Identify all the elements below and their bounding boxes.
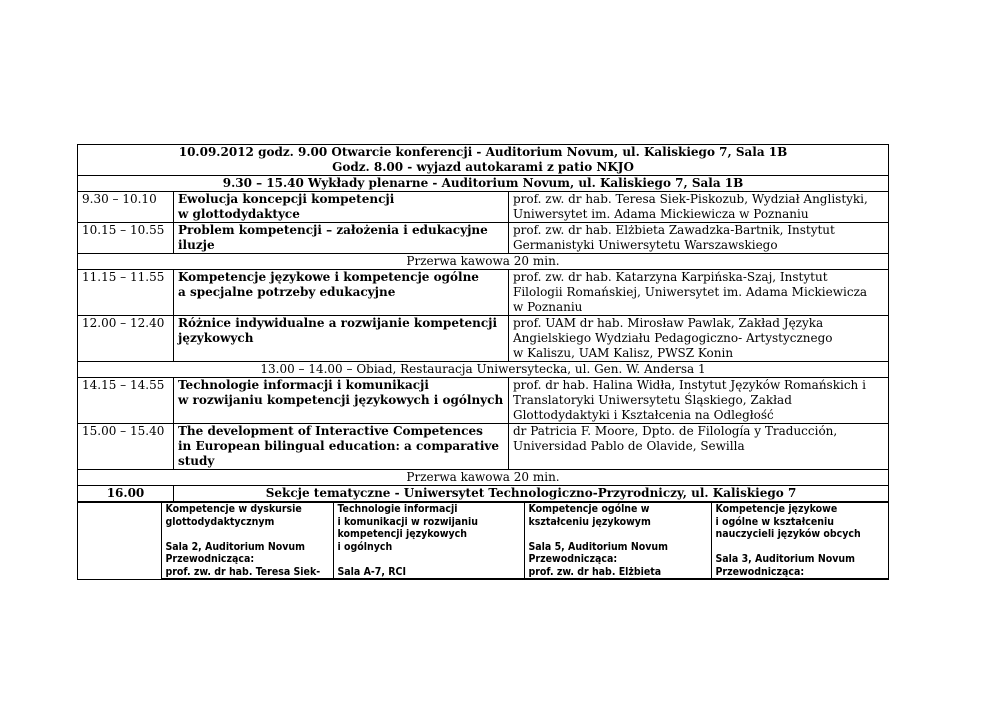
sections-heading-row (78, 486, 889, 502)
lecture-speaker (509, 270, 889, 316)
lecture-speaker-line: Germanistyki Uniwersytetu Warszawskiego (513, 238, 778, 252)
lecture-title (174, 192, 509, 223)
lecture-title-line: Różnice indywidualne a rozwijanie kompetencji (178, 316, 498, 330)
coffee-break: Przerwa kawowa 20 min. (78, 254, 889, 270)
sessions-table (78, 502, 889, 579)
session-line: Kompetencje w dyskursie (165, 503, 302, 515)
lecture-title-line: w glottodydaktyce (178, 207, 300, 221)
lecture-title-line: iluzje (178, 238, 215, 252)
lecture-title-line: językowych (178, 331, 254, 345)
session-line: Sala 2, Auditorium Novum (165, 540, 305, 553)
lecture-row (78, 223, 889, 254)
lecture-row (78, 270, 889, 316)
session-line: Kompetencje językowe (715, 503, 838, 515)
session-line: Przewodnicząca: (528, 553, 618, 565)
lecture-speaker (509, 192, 889, 223)
lecture-row (78, 192, 889, 223)
lecture-title-line: Technologie informacji i komunikacji (178, 378, 429, 392)
session-line (716, 541, 886, 554)
coffee-break: Przerwa kawowa 20 min. (78, 470, 889, 486)
session-column (161, 503, 333, 579)
lunch-break-row (78, 362, 889, 378)
session-column (524, 503, 711, 579)
sections-time: 16.00 (78, 486, 174, 502)
lecture-time: 12.00 – 12.40 (78, 316, 174, 362)
session-line: kształceniu językowym (528, 515, 651, 528)
sessions-spacer-cell (78, 503, 161, 579)
bus-departure-line: Godz. 8.00 - wyjazd autokarami z patio NKJO (332, 160, 634, 174)
lecture-time: 11.15 – 11.55 (78, 270, 174, 316)
lecture-title-line: Problem kompetencji – założenia i edukacyjne (178, 223, 488, 237)
sessions-container (78, 502, 889, 580)
sections-title: Sekcje tematyczne - Uniwersytet Technologiczno-Przyrodniczy, ul. Kaliskiego 7 (174, 486, 889, 502)
lecture-title (174, 223, 509, 254)
header-row-opening (78, 145, 889, 176)
lecture-title (174, 378, 509, 424)
lecture-speaker-line: prof. dr hab. Halina Widła, Instytut Języków Romańskich i (513, 378, 866, 392)
lecture-speaker-line: prof. zw. dr hab. Katarzyna Karpińska-Szaj, Instytut (513, 270, 828, 284)
conference-schedule-table (77, 144, 889, 580)
lecture-time: 14.15 – 14.55 (78, 378, 174, 424)
lecture-speaker (509, 223, 889, 254)
lecture-title (174, 270, 509, 316)
session-line: i ogólne w kształceniu (715, 515, 834, 528)
lecture-speaker-line: Universidad Pablo de Olavide, Sewilla (513, 439, 745, 453)
lecture-title-line: Ewolucja koncepcji kompetencji (178, 192, 395, 206)
lecture-time: 10.15 – 10.55 (78, 223, 174, 254)
session-column (711, 503, 889, 579)
coffee-break-row (78, 470, 889, 486)
session-line: i komunikacji w rozwijaniu (337, 515, 478, 528)
lecture-title-line: Kompetencje językowe i kompetencje ogólne (178, 270, 479, 284)
session-line: prof. zw. dr hab. Elżbieta (528, 565, 662, 578)
opening-line: 10.09.2012 godz. 9.00 Otwarcie konferencji - Auditorium Novum, ul. Kaliskiego 7, Sala 1B (178, 145, 788, 159)
lecture-row (78, 378, 889, 424)
session-line (166, 528, 329, 541)
session-column (333, 503, 524, 579)
lecture-speaker (509, 424, 889, 470)
lecture-speaker (509, 378, 889, 424)
lecture-title-line: in European bilingual education: a comparative (178, 439, 499, 453)
coffee-break-row (78, 254, 889, 270)
lunch-break: 13.00 – 14.00 – Obiad, Restauracja Uniwersytecka, ul. Gen. W. Andersa 1 (78, 362, 889, 378)
session-line: nauczycieli języków obcych (715, 528, 861, 540)
sessions-columns (78, 503, 889, 579)
session-line: Przewodnicząca: (165, 553, 255, 565)
lecture-title (174, 316, 509, 362)
session-line: prof. zw. dr hab. Teresa Siek- (165, 565, 321, 578)
lecture-title-line: w rozwijaniu kompetencji językowych i ogólnych (178, 393, 504, 407)
header-row-plenary (78, 176, 889, 192)
lecture-time: 15.00 – 15.40 (78, 424, 174, 470)
lecture-title (174, 424, 509, 470)
session-line: Technologie informacji (337, 503, 458, 515)
lecture-speaker-line: Translatoryki Uniwersytetu Śląskiego, Zakład (513, 393, 792, 407)
session-line: i ogólnych (337, 540, 393, 553)
session-line: Sala 3, Auditorium Novum (715, 553, 855, 565)
lecture-speaker-line: dr Patricia F. Moore, Dpto. de Filología y Traducción, (513, 424, 838, 438)
session-line (338, 553, 520, 566)
session-line: kompetencji językowych (337, 528, 468, 540)
lecture-title-line: a specjalne potrzeby edukacyjne (178, 285, 396, 299)
session-line: Sala A-7, RCI (337, 565, 406, 578)
lecture-title-line: study (178, 454, 215, 468)
lecture-speaker-line: Glottodydaktyki i Kształcenia na Odległość (513, 408, 774, 422)
session-line (529, 528, 707, 541)
session-line: Sala 5, Auditorium Novum (528, 540, 668, 553)
session-line: Kompetencje ogólne w (528, 503, 650, 515)
lecture-speaker-line: prof. zw. dr hab. Teresa Siek-Piskozub, Wydział Anglistyki, (513, 192, 868, 206)
schedule-page (77, 144, 888, 580)
lecture-row (78, 316, 889, 362)
lecture-title-line: The development of Interactive Competences (178, 424, 483, 438)
lecture-speaker-line: w Poznaniu (513, 300, 583, 314)
lecture-row (78, 424, 889, 470)
plenary-heading: 9.30 – 15.40 Wykłady plenarne - Auditorium Novum, ul. Kaliskiego 7, Sala 1B (78, 176, 889, 192)
lecture-speaker-line: Uniwersytet im. Adama Mickiewicza w Poznaniu (513, 207, 809, 221)
lecture-speaker (509, 316, 889, 362)
lecture-speaker-line: prof. UAM dr hab. Mirosław Pawlak, Zakład Języka (513, 316, 824, 330)
lecture-time: 9.30 – 10.10 (78, 192, 174, 223)
lecture-speaker-line: Filologii Romańskiej, Uniwersytet im. Adama Mickiewicza (513, 285, 868, 299)
session-line: glottodydaktycznym (165, 515, 275, 528)
sessions-row (78, 502, 889, 580)
lecture-speaker-line: prof. zw. dr hab. Elżbieta Zawadzka-Bartnik, Instytut (513, 223, 835, 237)
session-line: Przewodnicząca: (715, 565, 805, 578)
lecture-speaker-line: Angielskiego Wydziału Pedagogiczno- Artystycznego (513, 331, 833, 345)
lecture-speaker-line: w Kaliszu, UAM Kalisz, PWSZ Konin (513, 346, 734, 360)
